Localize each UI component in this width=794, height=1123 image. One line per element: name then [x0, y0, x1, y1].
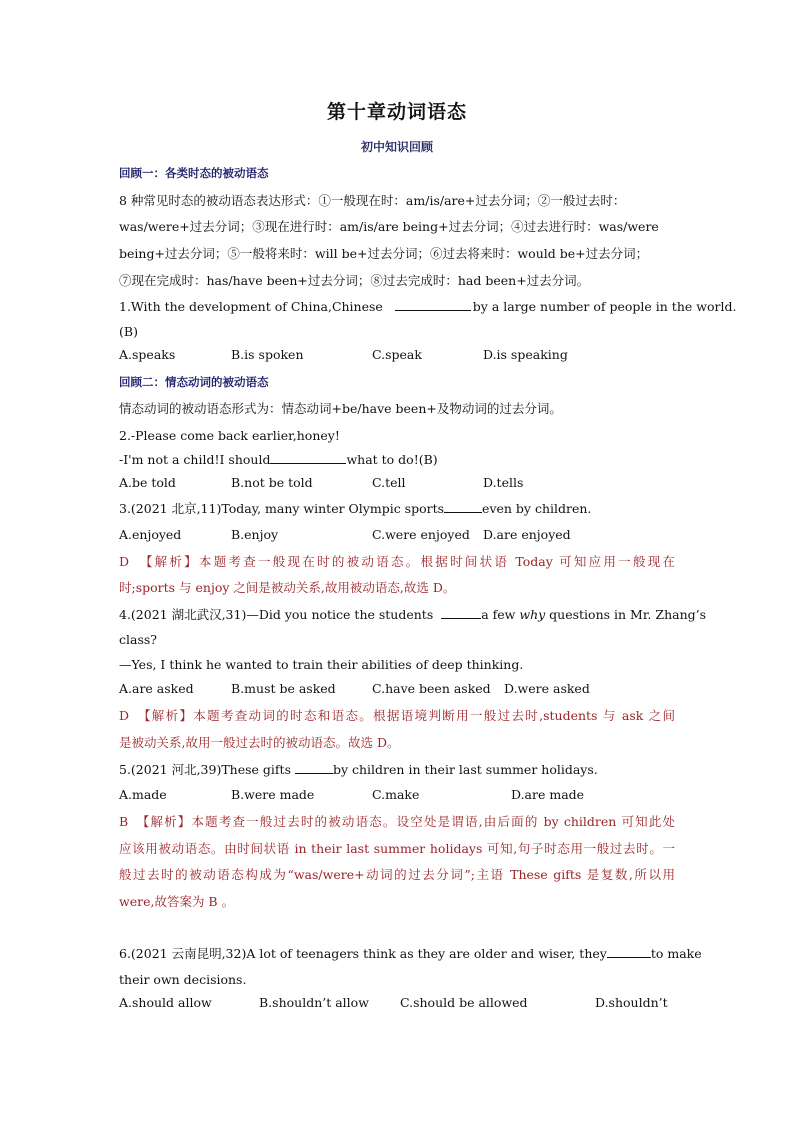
q1-text-after: by a large number of people in the world.	[472, 299, 737, 314]
q4-option-b: B.must be asked	[231, 681, 336, 696]
q5-option-b: B.were made	[231, 787, 315, 802]
q2-option-d: D.tells	[483, 475, 524, 490]
section-heading-1: 回顾一：各类时态的被动语态	[119, 166, 269, 180]
q3-option-d: D.are enjoyed	[483, 527, 571, 542]
rule-line-4: ⑦现在完成时：has/have been+过去分词；⑧过去完成时：had been+过去分词。	[119, 273, 590, 288]
q6-option-a: A.should allow	[119, 995, 212, 1010]
q4-option-d: D.were asked	[504, 681, 590, 696]
question-4-stem	[119, 606, 707, 623]
q4-options	[119, 681, 675, 698]
q5-blank	[295, 761, 333, 774]
rule-line-1: 8 种常见时态的被动语态表达形式：①一般现在时：am/is/are+过去分词；②一般过去时：	[119, 193, 626, 208]
q5-explanation-line-3: 般过去时的被动语态构成为“was/were+动词的过去分词”;主语 These gifts 是复数,所以用	[119, 867, 675, 882]
q1-option-c: C.speak	[372, 347, 422, 362]
q5-option-d: D.are made	[511, 787, 585, 802]
q3-text-before: 3.(2021 北京,11)Today, many winter Olympic sports	[119, 501, 445, 516]
q5-text-before: 5.(2021 河北,39)These gifts	[119, 762, 291, 777]
question-5-stem	[119, 761, 675, 778]
q2-option-b: B.not be told	[231, 475, 313, 490]
q3-blank	[444, 500, 482, 513]
section-heading-2: 回顾二：情态动词的被动语态	[119, 375, 269, 389]
q6-option-c: C.should be allowed	[400, 995, 528, 1010]
q5-text-after: by children in their last summer holidays.	[332, 762, 598, 777]
q2-option-c: C.tell	[372, 475, 406, 490]
q2-option-a: A.be told	[119, 475, 176, 490]
question-2-stem	[119, 451, 675, 468]
q5-explanation-line-4: were,故答案为 B 。	[119, 894, 235, 909]
page-subtitle: 初中知识回顾	[360, 140, 433, 154]
q4-italic-word: why	[519, 607, 546, 622]
q1-option-b: B.is spoken	[231, 347, 304, 362]
q3-option-c: C.were enjoyed	[372, 527, 470, 542]
q4-text-before: 4.(2021 湖北武汉,31)—Did you notice the students	[119, 607, 434, 622]
q3-explanation-line-2: 时;sports 与 enjoy 之间是被动关系,故用被动语态,故选 D。	[119, 580, 456, 595]
q5-explanation-line-1: B 【解析】本题考查一般过去时的被动语态。设空处是谓语,由后面的 by children 可知此处	[119, 814, 675, 829]
q3-explanation-line-1: D 【解析】本题考查一般现在时的被动语态。根据时间状语 Today 可知应用一般现在	[119, 554, 675, 569]
q6-options	[119, 995, 675, 1012]
q1-answer: (B)	[119, 324, 138, 339]
q1-option-a: A.speaks	[119, 347, 176, 362]
question-3-stem	[119, 500, 675, 517]
q4-text-after: questions in Mr. Zhang’s	[545, 607, 707, 622]
q4-text-middle: a few	[481, 607, 516, 622]
q4-option-a: A.are asked	[119, 681, 194, 696]
q4-option-c: C.have been asked	[372, 681, 491, 696]
section-2-rule: 情态动词的被动语态形式为：情态动词+be/have been+及物动词的过去分词。	[119, 401, 562, 416]
q1-text-before: 1.With the development of China,Chinese	[119, 299, 383, 314]
q3-option-a: A.enjoyed	[119, 527, 182, 542]
question-1-stem	[119, 298, 737, 315]
question-6-stem	[119, 945, 702, 962]
page-title: 第十章动词语态	[326, 101, 467, 123]
q1-blank	[395, 298, 471, 311]
q6-blank	[607, 945, 651, 958]
q4-explanation-line-1: D 【解析】本题考查动词的时态和语态。根据语境判断用一般过去时,students 与 ask 之间	[119, 708, 675, 723]
q5-option-c: C.make	[372, 787, 420, 802]
rule-line-2: was/were+过去分词；③现在进行时：am/is/are being+过去分词；④过去进行时：was/were	[119, 219, 659, 234]
q2-text-after: what to do!(B)	[346, 452, 438, 467]
q4-explanation-line-2: 是被动关系,故用一般过去时的被动语态。故选 D。	[119, 735, 400, 750]
question-4-line-3: —Yes, I think he wanted to train their abilities of deep thinking.	[119, 657, 524, 672]
question-2-line-1: 2.-Please come back earlier,honey!	[119, 428, 340, 443]
q3-text-after: even by children.	[482, 501, 592, 516]
q3-option-b: B.enjoy	[231, 527, 279, 542]
q1-options	[119, 347, 675, 364]
q6-option-b: B.shouldn’t allow	[259, 995, 369, 1010]
q5-option-a: A.made	[119, 787, 167, 802]
q6-text-before: 6.(2021 云南昆明,32)A lot of teenagers think as they are older and wiser, they	[119, 946, 607, 961]
q2-options	[119, 475, 675, 492]
rule-line-3: being+过去分词；⑤一般将来时：will be+过去分词；⑥过去将来时：would be+过去分词；	[119, 246, 649, 261]
q3-options	[119, 527, 675, 544]
q4-blank	[441, 606, 481, 619]
q1-option-d: D.is speaking	[483, 347, 568, 362]
q5-explanation-line-2: 应该用被动语态。由时间状语 in their last summer holidays 可知,句子时态用一般过去时。一	[119, 841, 675, 856]
q5-options	[119, 787, 675, 804]
q2-text-before: -I'm not a child!I should	[119, 452, 271, 467]
question-4-line-2: class?	[119, 632, 157, 647]
question-6-line-2: their own decisions.	[119, 972, 247, 987]
q6-option-d: D.shouldn’t	[595, 995, 668, 1010]
q2-blank	[270, 451, 346, 464]
q6-text-after: to make	[650, 946, 702, 961]
